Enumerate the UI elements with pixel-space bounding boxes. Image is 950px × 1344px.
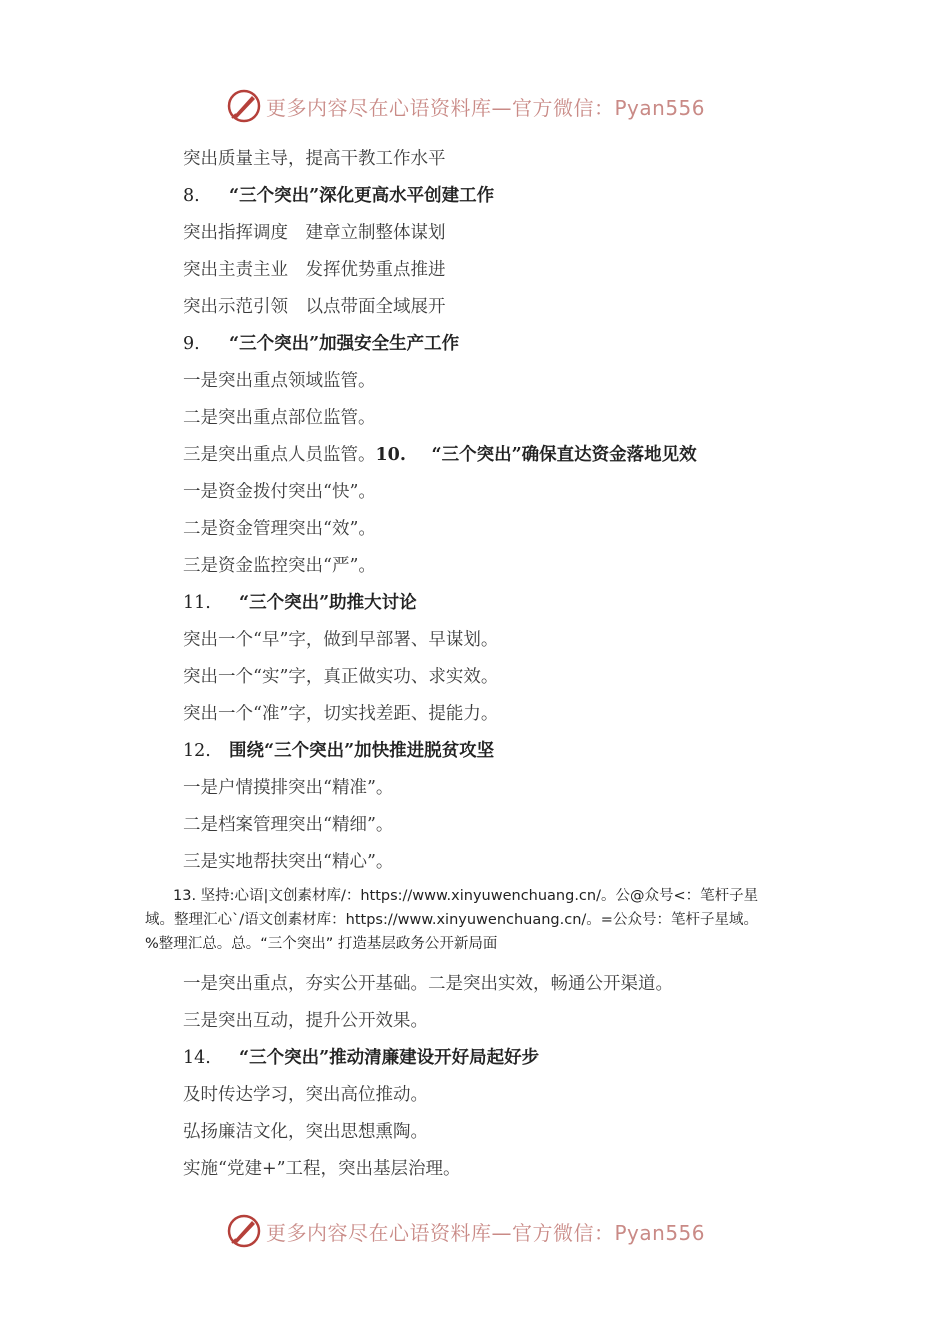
body-line: 三是实地帮扶突出“精心”。: [183, 852, 394, 872]
heading-text: “三个突出”加强安全生产工作: [229, 334, 460, 354]
header-banner: [0, 86, 950, 126]
section-heading-14: [183, 1047, 539, 1069]
heading-text: “三个突出”推动清廉建设开好局起好步: [239, 1048, 540, 1068]
body-line: 二是资金管理突出“效”。: [183, 519, 376, 539]
pen-quill-icon: [226, 88, 262, 124]
heading-number: 12.: [183, 741, 211, 761]
heading-number: 11.: [183, 593, 211, 613]
heading-text: “三个突出”深化更高水平创建工作: [229, 186, 495, 206]
body-line: 突出一个“准”字，切实找差距、提能力。: [183, 704, 499, 724]
pen-quill-icon: [226, 1213, 262, 1249]
body-line: 突出指挥调度 建章立制整体谋划: [183, 223, 446, 243]
body-line: 突出主责主业 发挥优势重点推进: [183, 260, 446, 280]
watermark-paragraph-line: %整理汇总。总。“三个突出” 打造基层政务公开新局面: [145, 936, 498, 952]
heading-text: “三个突出”确保直达资金落地见效: [431, 445, 697, 465]
body-line: 一是户情摸排突出“精准”。: [183, 778, 394, 798]
body-line: 三是资金监控突出“严”。: [183, 556, 376, 576]
body-line: 实施“党建+”工程，突出基层治理。: [183, 1159, 461, 1179]
body-line: 二是档案管理突出“精细”。: [183, 815, 394, 835]
heading-text: “三个突出”助推大讨论: [239, 593, 417, 613]
body-line: 三是突出互动，提升公开效果。: [183, 1011, 428, 1031]
body-line: 突出示范引领 以点带面全域展开: [183, 297, 446, 317]
body-line: 一是突出重点，夯实公开基础。二是突出实效，畅通公开渠道。: [183, 974, 673, 994]
footer-banner: [0, 1211, 950, 1251]
watermark-paragraph-line: 13. 坚持:心语|文创素材库/：https://www.xinyuwenchuang.cn/。公@众号<：笔杆子星: [173, 888, 759, 904]
body-line-with-heading: [183, 444, 697, 466]
section-heading-8: [183, 185, 494, 207]
body-line: 一是突出重点领域监管。: [183, 371, 376, 391]
banner-text: 更多内容尽在心语资料库—官方微信：Pyan556: [266, 1220, 706, 1245]
body-line: 突出一个“早”字，做到早部署、早谋划。: [183, 630, 499, 650]
body-line: 弘扬廉洁文化，突出思想熏陶。: [183, 1122, 428, 1142]
body-line: 二是突出重点部位监管。: [183, 408, 376, 428]
heading-text: 围绕“三个突出”加快推进脱贫攻坚: [229, 741, 495, 761]
body-line: 突出质量主导，提高干教工作水平: [183, 149, 446, 169]
watermark-paragraph-line: 域。整理汇心`/语文创素材库：https://www.xinyuwenchuang.cn/。=公众号：笔杆子星域。: [145, 912, 758, 928]
body-line: 一是资金拨付突出“快”。: [183, 482, 376, 502]
heading-number: 9.: [183, 334, 200, 354]
body-text: 三是突出重点人员监管。: [183, 445, 376, 465]
heading-number: 8.: [183, 186, 200, 206]
banner-text: 更多内容尽在心语资料库—官方微信：Pyan556: [266, 95, 706, 120]
section-heading-12: [183, 740, 494, 762]
section-heading-9: [183, 333, 459, 355]
heading-number: 10.: [375, 445, 406, 465]
section-heading-11: [183, 592, 417, 614]
body-line: 突出一个“实”字，真正做实功、求实效。: [183, 667, 499, 687]
body-line: 及时传达学习，突出高位推动。: [183, 1085, 428, 1105]
heading-number: 14.: [183, 1048, 211, 1068]
